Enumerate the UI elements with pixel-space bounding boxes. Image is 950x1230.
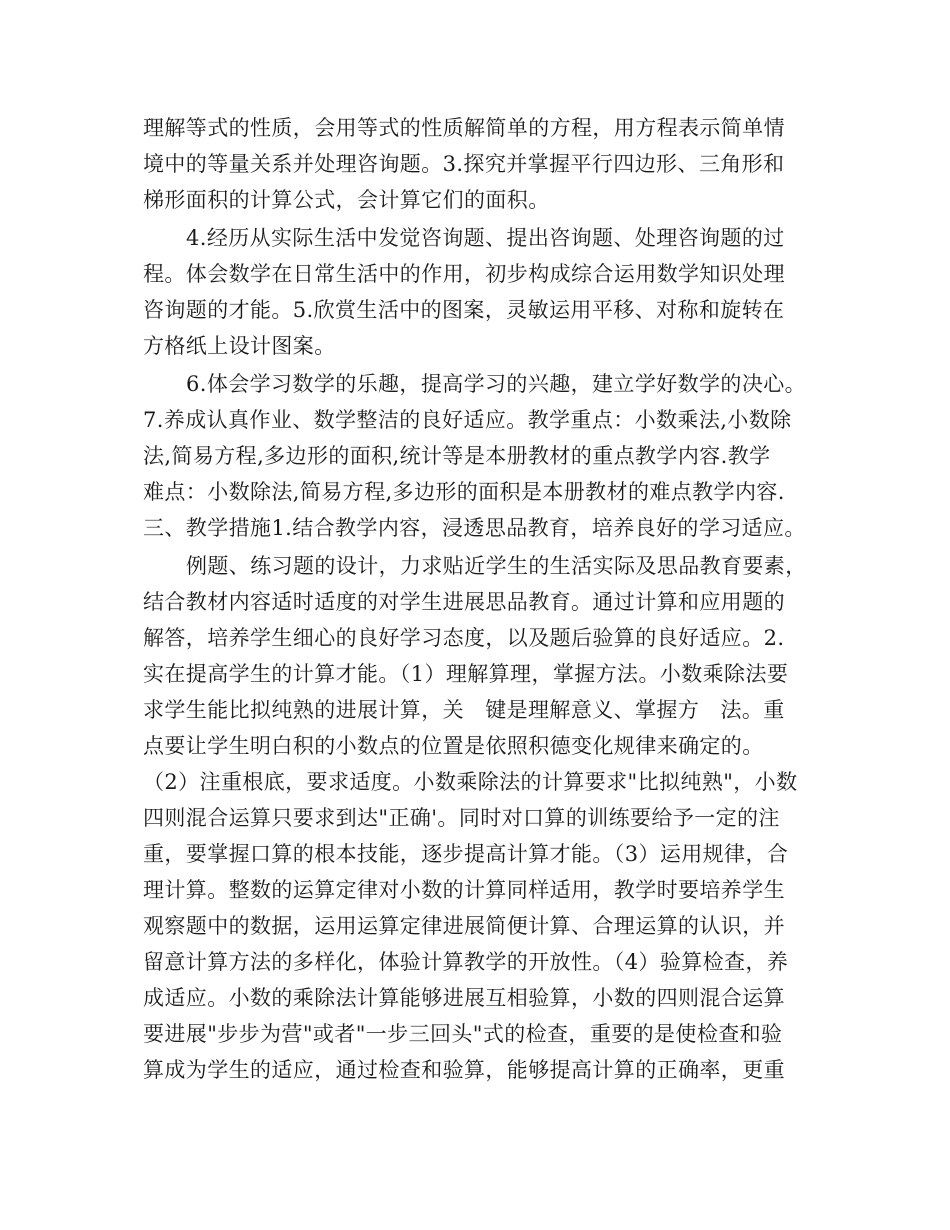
text-line: 境中的等量关系并处理咨询题。3.探究并掌握平行四边形、三角形和 — [143, 152, 785, 176]
text-line: 点要让学生明白积的小数点的位置是依照积德变化规律来确定的。 — [143, 734, 764, 758]
text-line: 例题、练习题的设计，力求贴近学生的生活实际及思品教育要素， — [186, 554, 807, 578]
text-line: 4.经历从实际生活中发觉咨询题、提出咨询题、处理咨询题的过 — [186, 226, 785, 250]
text-line: 留意计算方法的多样化，体验计算教学的开放性。（4）验算检查，养 — [143, 950, 789, 974]
text-line: 梯形面积的计算公式，会计算它们的面积。 — [143, 188, 550, 212]
text-line: 四则混合运算只要求到达"正确'。同时对口算的训练要给予一定的注 — [143, 806, 780, 830]
text-line: 方格纸上设计图案。 — [143, 334, 336, 358]
text-line: 法,简易方程,多边形的面积,统计等是本册教材的重点教学内容.教学 — [143, 444, 771, 468]
text-line: 成适应。小数的乘除法计算能够进展互相验算，小数的四则混合运算 — [143, 986, 785, 1010]
text-line: 观察题中的数据，运用运算定律进展简便计算、合理运算的认识，并 — [143, 914, 785, 938]
text-line: 求学生能比拟纯熟的进展计算，关 键是理解意义、掌握方 法。重 — [143, 698, 785, 722]
text-line: 实在提高学生的计算才能。（1）理解算理，掌握方法。小数乘除法要 — [143, 662, 789, 686]
text-line: 难点：小数除法,简易方程,多边形的面积是本册教材的难点教学内容. — [143, 480, 785, 504]
text-line: 结合教材内容适时适度的对学生进展思品教育。通过计算和应用题的 — [143, 590, 785, 614]
text-line: 程。体会数学在日常生活中的作用，初步构成综合运用数学知识处理 — [143, 262, 785, 286]
text-line: 算成为学生的适应，通过检查和验算，能够提高计算的正确率，更重 — [143, 1058, 785, 1082]
text-line: 理解等式的性质，会用等式的性质解简单的方程，用方程表示简单情 — [143, 116, 785, 140]
text-line: （2）注重根底，要求适度。小数乘除法的计算要求"比拟纯熟"，小数 — [143, 770, 798, 794]
text-line: 7.养成认真作业、数学整洁的良好适应。教学重点：小数乘法,小数除 — [143, 408, 792, 432]
text-line: 理计算。整数的运算定律对小数的计算同样适用，教学时要培养学生 — [143, 878, 785, 902]
text-line: 6.体会学习数学的乐趣，提高学习的兴趣，建立学好数学的决心。 — [186, 372, 807, 396]
text-line: 要进展"步步为营"或者"一步三回头"式的检查，重要的是使检查和验 — [143, 1022, 783, 1046]
text-line: 三、教学措施1.结合教学内容，浸透思品教育，培养良好的学习适应。 — [143, 516, 806, 540]
text-line: 咨询题的才能。5.欣赏生活中的图案，灵敏运用平移、对称和旋转在 — [143, 298, 785, 322]
text-line: 解答，培养学生细心的良好学习态度，以及题后验算的良好适应。2. — [143, 626, 785, 650]
text-line: 重，要掌握口算的根本技能，逐步提高计算才能。（3）运用规律，合 — [143, 842, 789, 866]
